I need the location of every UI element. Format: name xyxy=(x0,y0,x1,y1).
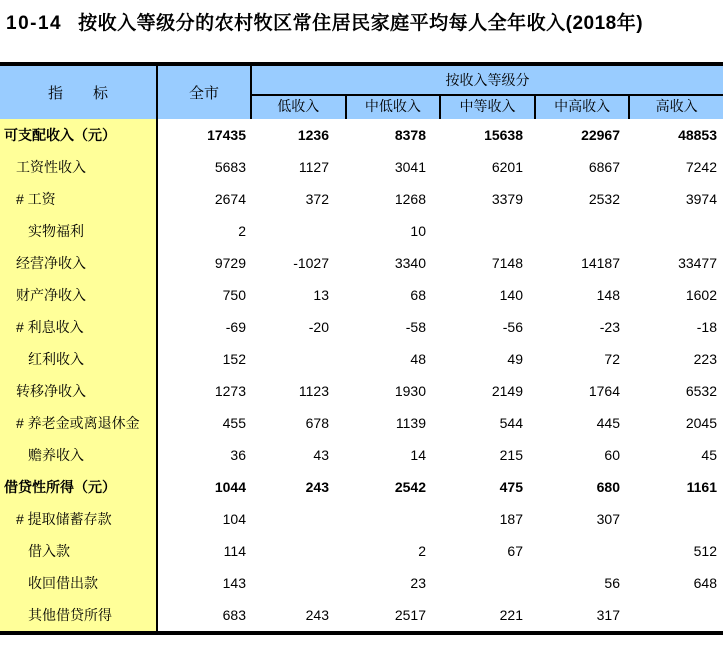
value-cell: 512 xyxy=(693,543,717,559)
value-cell: 648 xyxy=(693,575,717,591)
value-cell: -58 xyxy=(405,319,426,335)
value-cell: 56 xyxy=(604,575,620,591)
table-number: 10-14 xyxy=(6,13,63,34)
table-row xyxy=(0,151,723,183)
row-label: 收回借出款 xyxy=(0,567,158,599)
value-cell xyxy=(252,567,349,599)
value-cell: 2532 xyxy=(588,191,620,207)
row-label: 财产净收入 xyxy=(0,279,158,311)
value-cell: 317 xyxy=(596,607,620,623)
value-cell: 445 xyxy=(596,415,620,431)
value-cell: 187 xyxy=(499,511,523,527)
value-cell: 223 xyxy=(693,351,717,367)
table-header xyxy=(0,66,723,119)
col-header-group-title: 按收入等级分 xyxy=(252,66,723,96)
value-cell: -18 xyxy=(696,319,717,335)
table-row xyxy=(0,439,723,471)
table-row xyxy=(0,375,723,407)
value-cell: 13 xyxy=(313,287,329,303)
value-cell: 680 xyxy=(596,479,620,495)
col-header-city: 全市 xyxy=(158,66,252,119)
value-cell xyxy=(252,503,349,535)
value-cell: 49 xyxy=(507,351,523,367)
col-header-group xyxy=(252,66,723,119)
row-label: 赡养收入 xyxy=(0,439,158,471)
value-cell: 2 xyxy=(418,543,426,559)
table-row xyxy=(0,407,723,439)
table-row xyxy=(0,599,723,631)
value-cell: 2149 xyxy=(491,383,523,399)
value-cell: 33477 xyxy=(678,255,717,271)
row-label: # 工资 xyxy=(0,183,158,215)
value-cell: 72 xyxy=(604,351,620,367)
value-cell: 8378 xyxy=(394,127,426,143)
value-cell: 1268 xyxy=(394,191,426,207)
table-row xyxy=(0,119,723,151)
value-cell xyxy=(640,215,723,247)
value-cell xyxy=(543,535,640,567)
row-label: 红利收入 xyxy=(0,343,158,375)
value-cell: 43 xyxy=(313,447,329,463)
table-row xyxy=(0,471,723,503)
value-cell-city: 36 xyxy=(230,447,246,463)
value-cell: 544 xyxy=(499,415,523,431)
row-label: 经营净收入 xyxy=(0,247,158,279)
value-cell-city: 750 xyxy=(222,287,246,303)
value-cell: 678 xyxy=(305,415,329,431)
value-cell xyxy=(252,343,349,375)
table-body xyxy=(0,119,723,631)
table-row xyxy=(0,567,723,599)
income-table xyxy=(0,62,723,635)
value-cell: 3974 xyxy=(685,191,717,207)
value-cell: 1764 xyxy=(588,383,620,399)
value-cell xyxy=(446,567,543,599)
row-label: 借入款 xyxy=(0,535,158,567)
value-cell-city: -69 xyxy=(225,319,246,335)
value-cell: 48 xyxy=(410,351,426,367)
value-cell: 3340 xyxy=(394,255,426,271)
value-cell: 148 xyxy=(596,287,620,303)
value-cell: 1161 xyxy=(686,479,717,495)
value-cell: 45 xyxy=(701,447,717,463)
value-cell: 243 xyxy=(305,479,329,495)
table-row xyxy=(0,215,723,247)
value-cell-city: 1044 xyxy=(214,479,246,495)
value-cell: 215 xyxy=(499,447,523,463)
value-cell: 475 xyxy=(499,479,523,495)
value-cell-city: 114 xyxy=(223,543,246,559)
value-cell-city: 17435 xyxy=(207,127,246,143)
value-cell: 14 xyxy=(410,447,426,463)
value-cell: 1127 xyxy=(298,159,329,175)
row-label: 转移净收入 xyxy=(0,375,158,407)
col-header-level: 高收入 xyxy=(655,98,698,114)
value-cell: 15638 xyxy=(484,127,523,143)
value-cell-city: 683 xyxy=(222,607,246,623)
value-cell-city: 143 xyxy=(222,575,246,591)
value-cell xyxy=(349,503,446,535)
value-cell xyxy=(252,215,349,247)
value-cell: 243 xyxy=(305,607,329,623)
col-header-indicator: 指 标 xyxy=(0,66,158,119)
value-cell: 307 xyxy=(596,511,620,527)
value-cell: 221 xyxy=(499,607,523,623)
value-cell-city: 2 xyxy=(238,223,246,239)
value-cell-city: 455 xyxy=(222,415,246,431)
value-cell: 22967 xyxy=(581,127,620,143)
value-cell-city: 9729 xyxy=(214,255,246,271)
value-cell: 60 xyxy=(604,447,620,463)
value-cell: 48853 xyxy=(678,127,717,143)
value-cell: 7148 xyxy=(491,255,523,271)
value-cell: 10 xyxy=(410,223,426,239)
value-cell: 140 xyxy=(499,287,523,303)
value-cell xyxy=(640,503,723,535)
row-label: 工资性收入 xyxy=(0,151,158,183)
table-row xyxy=(0,311,723,343)
value-cell: 1139 xyxy=(395,415,426,431)
value-cell: 6532 xyxy=(685,383,717,399)
value-cell xyxy=(252,535,349,567)
value-cell: 68 xyxy=(410,287,426,303)
value-cell: -1027 xyxy=(293,255,329,271)
row-label: 实物福利 xyxy=(0,215,158,247)
row-label: # 利息收入 xyxy=(0,311,158,343)
table-row xyxy=(0,343,723,375)
value-cell: 14187 xyxy=(581,255,620,271)
row-label: 其他借贷所得 xyxy=(0,599,158,631)
value-cell: 1602 xyxy=(685,287,717,303)
value-cell: 3041 xyxy=(394,159,426,175)
value-cell: 2517 xyxy=(394,607,426,623)
value-cell: 23 xyxy=(410,575,426,591)
table-row xyxy=(0,183,723,215)
value-cell: 67 xyxy=(507,543,523,559)
row-label: # 提取储蓄存款 xyxy=(0,503,158,535)
value-cell: -23 xyxy=(599,319,620,335)
value-cell: 1930 xyxy=(394,383,426,399)
col-header-level: 低收入 xyxy=(252,96,347,119)
value-cell: 2542 xyxy=(394,479,426,495)
value-cell xyxy=(446,215,543,247)
value-cell: 1236 xyxy=(297,127,329,143)
value-cell: 3379 xyxy=(491,191,523,207)
value-cell-city: 5683 xyxy=(214,159,246,175)
value-cell-city: 152 xyxy=(222,351,246,367)
value-cell: 2045 xyxy=(685,415,717,431)
page-title xyxy=(6,8,643,35)
col-header-level: 中低收入 xyxy=(347,96,442,119)
value-cell: 7242 xyxy=(685,159,717,175)
value-cell: 6201 xyxy=(491,159,523,175)
row-label: 可支配收入（元） xyxy=(0,119,158,151)
table-row xyxy=(0,247,723,279)
table-row xyxy=(0,279,723,311)
value-cell: 372 xyxy=(305,191,329,207)
col-header-levels xyxy=(252,96,723,119)
table-row xyxy=(0,503,723,535)
table-row xyxy=(0,535,723,567)
row-label: # 养老金或离退休金 xyxy=(0,407,158,439)
value-cell: 6867 xyxy=(588,159,620,175)
value-cell: -20 xyxy=(308,319,329,335)
value-cell-city: 104 xyxy=(222,511,246,527)
value-cell: -56 xyxy=(502,319,523,335)
value-cell xyxy=(640,599,723,631)
value-cell-city: 2674 xyxy=(214,191,246,207)
col-header-level: 中高收入 xyxy=(536,96,631,119)
value-cell xyxy=(543,215,640,247)
value-cell-city: 1273 xyxy=(214,383,246,399)
col-header-level: 中等收入 xyxy=(441,96,536,119)
table-title-text: 按收入等级分的农村牧区常住居民家庭平均每人全年收入(2018年) xyxy=(78,13,644,34)
value-cell: 1123 xyxy=(298,383,329,399)
row-label: 借贷性所得（元） xyxy=(0,471,158,503)
